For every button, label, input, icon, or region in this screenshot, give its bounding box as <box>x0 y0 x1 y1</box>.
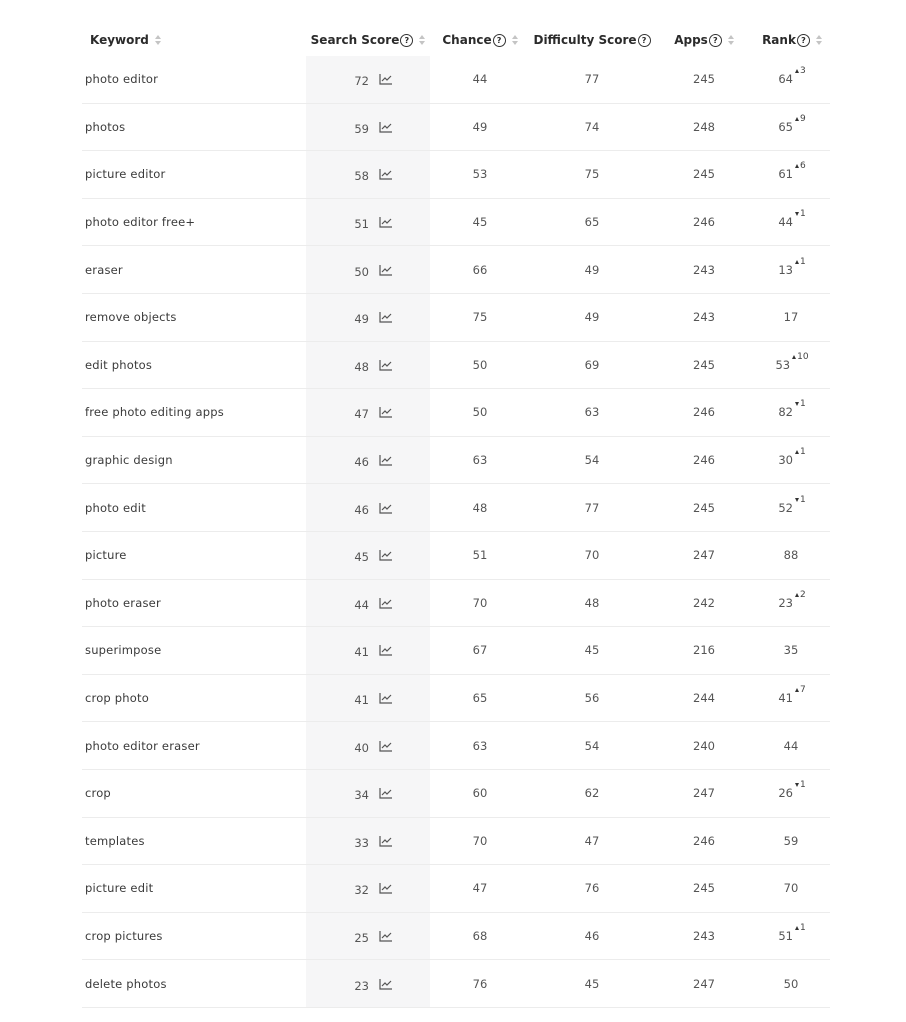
difficulty-cell: 77 <box>584 72 600 87</box>
rank-change-arrow-icon <box>795 498 799 502</box>
rank-change-arrow-icon <box>792 355 796 359</box>
table-row[interactable] <box>82 104 830 152</box>
rank-change-value: 7 <box>799 685 806 696</box>
table-row[interactable] <box>82 770 830 818</box>
difficulty-cell: 62 <box>584 786 600 801</box>
search-score-cell <box>306 70 430 88</box>
search-score-cell <box>306 451 430 469</box>
table-row[interactable] <box>82 294 830 342</box>
rank-cell <box>754 66 830 87</box>
rank-cell <box>754 447 830 468</box>
question-circle-icon[interactable]: ? <box>797 34 810 47</box>
difficulty-cell: 75 <box>584 167 600 182</box>
rank-change-value: 9 <box>799 113 806 124</box>
apps-cell: 240 <box>693 738 715 753</box>
search-score-cell <box>306 927 430 945</box>
header-difficulty-label: Difficulty Score <box>533 33 637 47</box>
search-score-value: 72 <box>354 74 369 89</box>
rank-change-arrow-icon <box>795 260 799 264</box>
chance-cell: 68 <box>472 928 488 943</box>
rank-cell <box>754 977 830 991</box>
search-score-value: 45 <box>354 550 369 565</box>
search-score-cell <box>306 737 430 755</box>
header-keyword-label: Keyword <box>90 33 149 47</box>
rank-change <box>795 495 806 505</box>
rank-change-value: 1 <box>799 447 806 458</box>
header-apps[interactable] <box>654 33 754 47</box>
table-row[interactable] <box>82 960 830 1008</box>
line-chart-icon[interactable] <box>379 549 393 561</box>
search-score-value: 33 <box>354 835 369 850</box>
line-chart-icon[interactable] <box>379 216 393 228</box>
rank-change-arrow-icon <box>795 117 799 121</box>
search-score-cell <box>306 403 430 421</box>
rank-change-value: 3 <box>799 66 806 77</box>
rank-value: 53 <box>775 357 791 372</box>
chance-cell: 65 <box>472 691 488 706</box>
search-score-cell <box>306 165 430 183</box>
rank-cell <box>754 881 830 895</box>
table-row[interactable] <box>82 532 830 580</box>
header-search-score[interactable] <box>306 33 430 47</box>
difficulty-cell: 47 <box>584 833 600 848</box>
rank-change-value: 1 <box>799 780 806 791</box>
search-score-cell <box>306 689 430 707</box>
apps-cell: 247 <box>693 976 715 991</box>
line-chart-icon[interactable] <box>379 740 393 752</box>
question-circle-icon[interactable]: ? <box>493 34 506 47</box>
difficulty-cell: 76 <box>584 881 600 896</box>
keyword-cell[interactable]: crop pictures <box>85 928 163 943</box>
keyword-cell[interactable]: graphic design <box>85 453 173 468</box>
chance-cell: 60 <box>472 786 488 801</box>
search-score-cell <box>306 975 430 993</box>
rank-change <box>795 399 806 409</box>
keyword-cell[interactable]: picture <box>85 548 127 563</box>
line-chart-icon[interactable] <box>379 454 393 466</box>
rank-value: 61 <box>778 167 793 182</box>
rank-cell <box>754 310 830 324</box>
rank-cell <box>754 161 830 182</box>
rank-value: 70 <box>783 881 799 896</box>
search-score-value: 41 <box>354 645 369 660</box>
apps-cell: 245 <box>693 167 715 182</box>
rank-value: 44 <box>783 738 799 753</box>
chance-cell: 50 <box>472 405 488 420</box>
keyword-cell[interactable]: photo eraser <box>85 595 161 610</box>
chance-cell: 50 <box>472 357 488 372</box>
rank-change-arrow-icon <box>795 450 799 454</box>
apps-cell: 247 <box>693 786 715 801</box>
search-score-value: 46 <box>354 455 369 470</box>
search-score-value: 44 <box>354 597 369 612</box>
apps-cell: 248 <box>693 119 715 134</box>
table-header <box>82 24 830 56</box>
search-score-value: 58 <box>354 169 369 184</box>
line-chart-icon[interactable] <box>379 264 393 276</box>
difficulty-cell: 54 <box>584 453 600 468</box>
search-score-value: 40 <box>354 740 369 755</box>
search-score-value: 41 <box>354 693 369 708</box>
rank-change-value: 1 <box>799 399 806 410</box>
rank-change <box>795 447 806 457</box>
rank-value: 44 <box>778 215 793 230</box>
table-row[interactable] <box>82 818 830 866</box>
rank-change <box>795 590 806 600</box>
table-row[interactable] <box>82 389 830 437</box>
keyword-cell[interactable]: crop photo <box>85 691 149 706</box>
apps-cell: 245 <box>693 881 715 896</box>
rank-cell <box>754 922 830 943</box>
rank-change-value: 1 <box>799 922 806 933</box>
question-circle-icon[interactable]: ? <box>709 34 722 47</box>
header-difficulty[interactable] <box>530 33 654 47</box>
chance-cell: 47 <box>472 881 488 896</box>
search-score-value: 59 <box>354 121 369 136</box>
line-chart-icon[interactable] <box>379 311 393 323</box>
table-row[interactable] <box>82 246 830 294</box>
line-chart-icon[interactable] <box>379 597 393 609</box>
line-chart-icon[interactable] <box>379 835 393 847</box>
search-score-value: 46 <box>354 502 369 517</box>
keyword-cell[interactable]: templates <box>85 833 145 848</box>
rank-value: 50 <box>783 976 799 991</box>
keyword-cell[interactable]: photo editor free+ <box>85 215 196 230</box>
rank-cell <box>754 589 830 610</box>
line-chart-icon[interactable] <box>379 406 393 418</box>
keyword-table <box>82 24 830 1008</box>
keyword-cell[interactable]: photo editor eraser <box>85 738 200 753</box>
chance-cell: 45 <box>472 215 488 230</box>
difficulty-cell: 49 <box>584 262 600 277</box>
line-chart-icon[interactable] <box>379 978 393 990</box>
line-chart-icon[interactable] <box>379 930 393 942</box>
apps-cell: 245 <box>693 500 715 515</box>
header-chance[interactable] <box>430 33 530 47</box>
keyword-cell[interactable]: picture editor <box>85 167 166 182</box>
table-row[interactable] <box>82 865 830 913</box>
rank-change-value: 2 <box>799 589 806 600</box>
apps-cell: 216 <box>693 643 715 658</box>
question-circle-icon[interactable]: ? <box>400 34 413 47</box>
rank-cell <box>754 739 830 753</box>
header-search-score-label: Search Score <box>310 33 400 47</box>
apps-cell: 247 <box>693 548 715 563</box>
chance-cell: 67 <box>472 643 488 658</box>
apps-cell: 243 <box>693 928 715 943</box>
rank-change <box>795 114 806 124</box>
line-chart-icon[interactable] <box>379 502 393 514</box>
chance-cell: 63 <box>472 453 488 468</box>
table-row[interactable] <box>82 580 830 628</box>
search-score-value: 34 <box>354 788 369 803</box>
rank-change <box>795 923 806 933</box>
table-row[interactable] <box>82 437 830 485</box>
search-score-value: 32 <box>354 883 369 898</box>
table-body <box>82 56 830 1008</box>
rank-change-arrow-icon <box>795 164 799 168</box>
rank-cell <box>754 834 830 848</box>
rank-cell <box>754 643 830 657</box>
rank-value: 59 <box>783 833 799 848</box>
apps-cell: 246 <box>693 215 715 230</box>
header-rank[interactable] <box>754 33 830 47</box>
difficulty-cell: 46 <box>584 928 600 943</box>
keyword-cell[interactable]: edit photos <box>85 357 153 372</box>
difficulty-cell: 77 <box>584 500 600 515</box>
sort-icon[interactable] <box>512 35 518 45</box>
rank-change-value: 1 <box>799 494 806 505</box>
search-score-cell <box>306 832 430 850</box>
rank-change <box>795 161 806 171</box>
difficulty-cell: 45 <box>584 976 600 991</box>
rank-change-value: 1 <box>799 209 806 220</box>
rank-change <box>795 257 806 267</box>
rank-change-value: 1 <box>799 256 806 267</box>
table-row[interactable] <box>82 484 830 532</box>
rank-change <box>795 685 806 695</box>
sort-icon[interactable] <box>155 35 161 45</box>
chance-cell: 44 <box>472 72 488 87</box>
table-row[interactable] <box>82 675 830 723</box>
search-score-cell <box>306 213 430 231</box>
sort-icon[interactable] <box>728 35 734 45</box>
difficulty-cell: 45 <box>584 643 600 658</box>
table-row[interactable] <box>82 342 830 390</box>
keyword-cell[interactable]: picture edit <box>85 881 154 896</box>
apps-cell: 246 <box>693 405 715 420</box>
chance-cell: 76 <box>472 976 488 991</box>
apps-cell: 246 <box>693 833 715 848</box>
difficulty-cell: 65 <box>584 215 600 230</box>
keyword-cell[interactable]: delete photos <box>85 976 167 991</box>
rank-cell <box>754 494 830 515</box>
line-chart-icon[interactable] <box>379 359 393 371</box>
line-chart-icon[interactable] <box>379 644 393 656</box>
difficulty-cell: 48 <box>584 595 600 610</box>
table-row[interactable] <box>82 722 830 770</box>
rank-change <box>795 209 806 219</box>
rank-value: 41 <box>778 691 793 706</box>
search-score-value: 51 <box>354 217 369 232</box>
difficulty-cell: 70 <box>584 548 600 563</box>
chance-cell: 70 <box>472 833 488 848</box>
apps-cell: 243 <box>693 262 715 277</box>
search-score-cell <box>306 546 430 564</box>
apps-cell: 244 <box>693 691 715 706</box>
search-score-value: 49 <box>354 312 369 327</box>
rank-value: 26 <box>778 786 793 801</box>
rank-change-arrow-icon <box>795 402 799 406</box>
table-row[interactable] <box>82 199 830 247</box>
rank-change-value: 10 <box>797 351 809 362</box>
chance-cell: 48 <box>472 500 488 515</box>
table-row[interactable] <box>82 56 830 104</box>
rank-cell <box>754 780 830 801</box>
line-chart-icon[interactable] <box>379 787 393 799</box>
search-score-cell <box>306 308 430 326</box>
keyword-cell[interactable]: eraser <box>85 262 123 277</box>
rank-change-value: 6 <box>799 161 806 172</box>
difficulty-cell: 54 <box>584 738 600 753</box>
keyword-cell[interactable]: remove objects <box>85 310 177 325</box>
search-score-cell <box>306 261 430 279</box>
chance-cell: 75 <box>472 310 488 325</box>
apps-cell: 245 <box>693 72 715 87</box>
chance-cell: 63 <box>472 738 488 753</box>
rank-change-arrow-icon <box>795 926 799 930</box>
rank-value: 35 <box>783 643 799 658</box>
line-chart-icon[interactable] <box>379 168 393 180</box>
rank-value: 23 <box>778 595 793 610</box>
rank-change <box>795 66 806 76</box>
sort-icon[interactable] <box>816 35 822 45</box>
header-chance-label: Chance <box>442 33 492 47</box>
rank-change-arrow-icon <box>795 212 799 216</box>
rank-value: 82 <box>778 405 793 420</box>
rank-value: 52 <box>778 500 793 515</box>
rank-change <box>795 780 806 790</box>
sort-icon[interactable] <box>419 35 425 45</box>
rank-cell <box>754 209 830 230</box>
rank-cell <box>754 113 830 134</box>
rank-value: 64 <box>778 72 793 87</box>
rank-cell <box>754 548 830 562</box>
search-score-value: 50 <box>354 264 369 279</box>
rank-value: 88 <box>783 548 799 563</box>
rank-value: 51 <box>778 928 793 943</box>
header-rank-label: Rank <box>762 33 796 47</box>
search-score-value: 23 <box>354 978 369 993</box>
rank-value: 30 <box>778 453 793 468</box>
keyword-cell[interactable]: superimpose <box>85 643 162 658</box>
apps-cell: 245 <box>693 357 715 372</box>
header-keyword[interactable] <box>82 33 306 47</box>
difficulty-cell: 69 <box>584 357 600 372</box>
difficulty-cell: 49 <box>584 310 600 325</box>
rank-change-arrow-icon <box>795 593 799 597</box>
rank-change-arrow-icon <box>795 783 799 787</box>
apps-cell: 243 <box>693 310 715 325</box>
difficulty-cell: 74 <box>584 119 600 134</box>
rank-cell <box>754 256 830 277</box>
rank-value: 17 <box>783 310 799 325</box>
chance-cell: 51 <box>472 548 488 563</box>
chance-cell: 53 <box>472 167 488 182</box>
rank-value: 65 <box>778 119 793 134</box>
chance-cell: 70 <box>472 595 488 610</box>
search-score-value: 48 <box>354 359 369 374</box>
table-row[interactable] <box>82 913 830 961</box>
header-apps-label: Apps <box>674 33 708 47</box>
chance-cell: 49 <box>472 119 488 134</box>
line-chart-icon[interactable] <box>379 73 393 85</box>
rank-change <box>792 352 808 362</box>
line-chart-icon[interactable] <box>379 882 393 894</box>
table-row[interactable] <box>82 151 830 199</box>
line-chart-icon[interactable] <box>379 692 393 704</box>
difficulty-cell: 56 <box>584 691 600 706</box>
rank-cell <box>754 399 830 420</box>
search-score-cell <box>306 356 430 374</box>
search-score-value: 47 <box>354 407 369 422</box>
apps-cell: 242 <box>693 595 715 610</box>
rank-cell <box>754 685 830 706</box>
search-score-cell <box>306 641 430 659</box>
rank-change-arrow-icon <box>795 688 799 692</box>
keyword-cell[interactable]: free photo editing apps <box>85 405 224 420</box>
table-row[interactable] <box>82 627 830 675</box>
apps-cell: 246 <box>693 453 715 468</box>
chance-cell: 66 <box>472 262 488 277</box>
difficulty-cell: 63 <box>584 405 600 420</box>
question-circle-icon[interactable]: ? <box>638 34 651 47</box>
rank-value: 13 <box>778 262 793 277</box>
search-score-value: 25 <box>354 930 369 945</box>
keyword-cell[interactable]: crop <box>85 786 111 801</box>
search-score-cell <box>306 879 430 897</box>
keyword-cell[interactable]: photo editor <box>85 72 159 87</box>
search-score-cell <box>306 499 430 517</box>
keyword-cell[interactable]: photos <box>85 119 126 134</box>
rank-change-arrow-icon <box>795 69 799 73</box>
line-chart-icon[interactable] <box>379 121 393 133</box>
search-score-cell <box>306 594 430 612</box>
rank-cell <box>754 351 830 372</box>
search-score-cell <box>306 784 430 802</box>
keyword-cell[interactable]: photo edit <box>85 500 146 515</box>
search-score-cell <box>306 118 430 136</box>
